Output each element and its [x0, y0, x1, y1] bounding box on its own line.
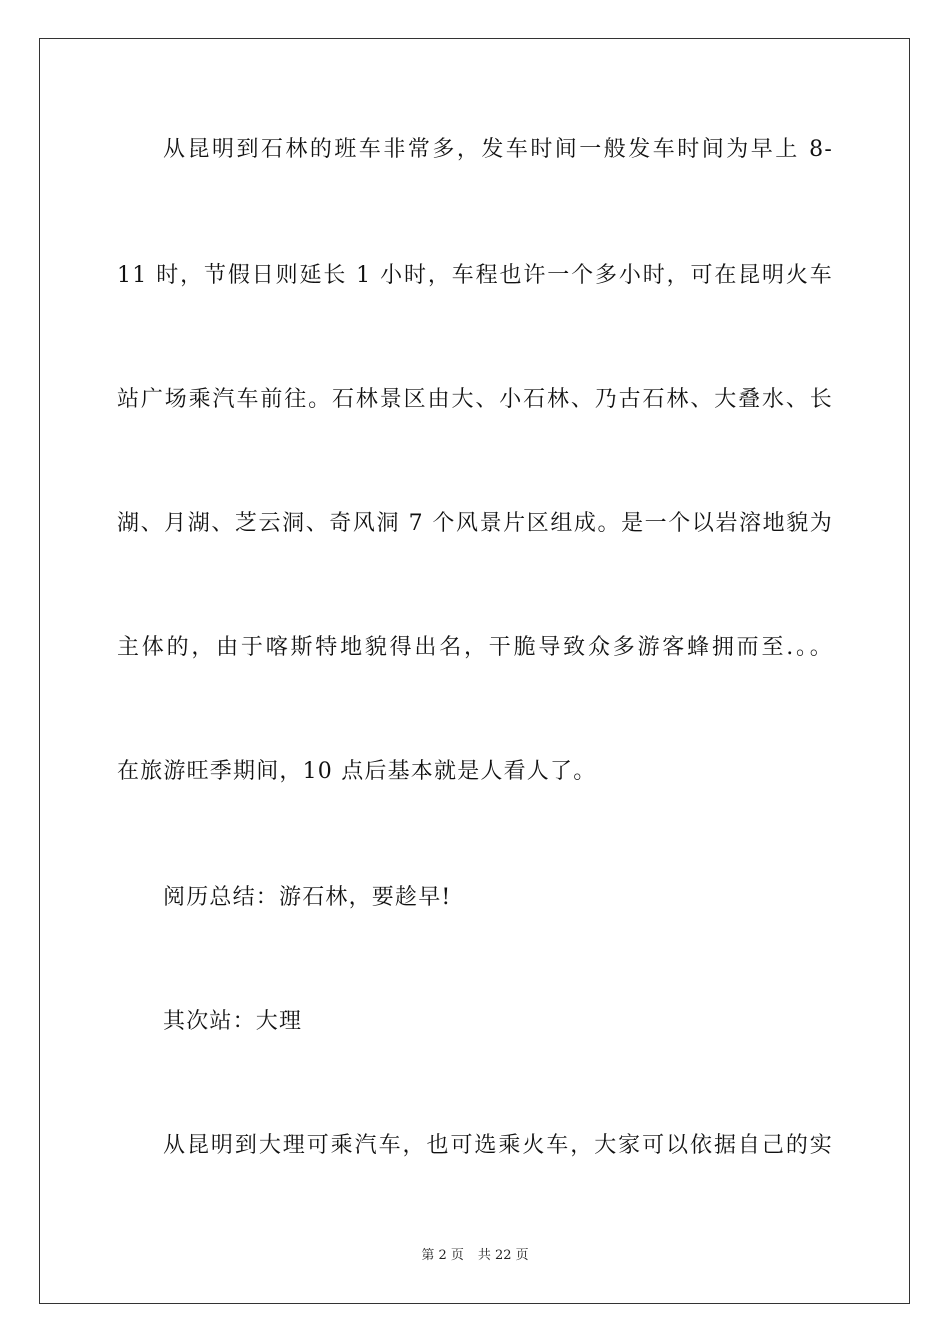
page-total: 共 22 页	[477, 1248, 529, 1263]
paragraph-line-4: 湖、月湖、芝云洞、奇风洞 7 个风景片区组成。是一个以岩溶地貌为	[117, 511, 833, 536]
paragraph-line-2: 11 时，节假日则延长 1 小时，车程也许一个多小时，可在昆明火车	[117, 263, 833, 288]
page-number: 第 2 页	[421, 1248, 464, 1263]
paragraph-line-1: 从昆明到石林的班车非常多，发车时间一般发车时间为早上 8-	[163, 137, 833, 162]
paragraph-line-9: 从昆明到大理可乘汽车，也可选乘火车，大家可以依据自己的实	[163, 1133, 833, 1158]
page-footer	[0, 1247, 950, 1265]
summary-line: 阅历总结：游石林，要趁早!	[163, 885, 452, 910]
section-heading: 其次站：大理	[163, 1009, 303, 1034]
paragraph-line-5: 主体的，由于喀斯特地貌得出名，干脆导致众多游客蜂拥而至.。。	[117, 635, 833, 660]
paragraph-line-3: 站广场乘汽车前往。石林景区由大、小石林、乃古石林、大叠水、长	[117, 387, 833, 412]
page-border	[39, 38, 910, 1304]
paragraph-line-6: 在旅游旺季期间，10 点后基本就是人看人了。	[117, 759, 597, 784]
